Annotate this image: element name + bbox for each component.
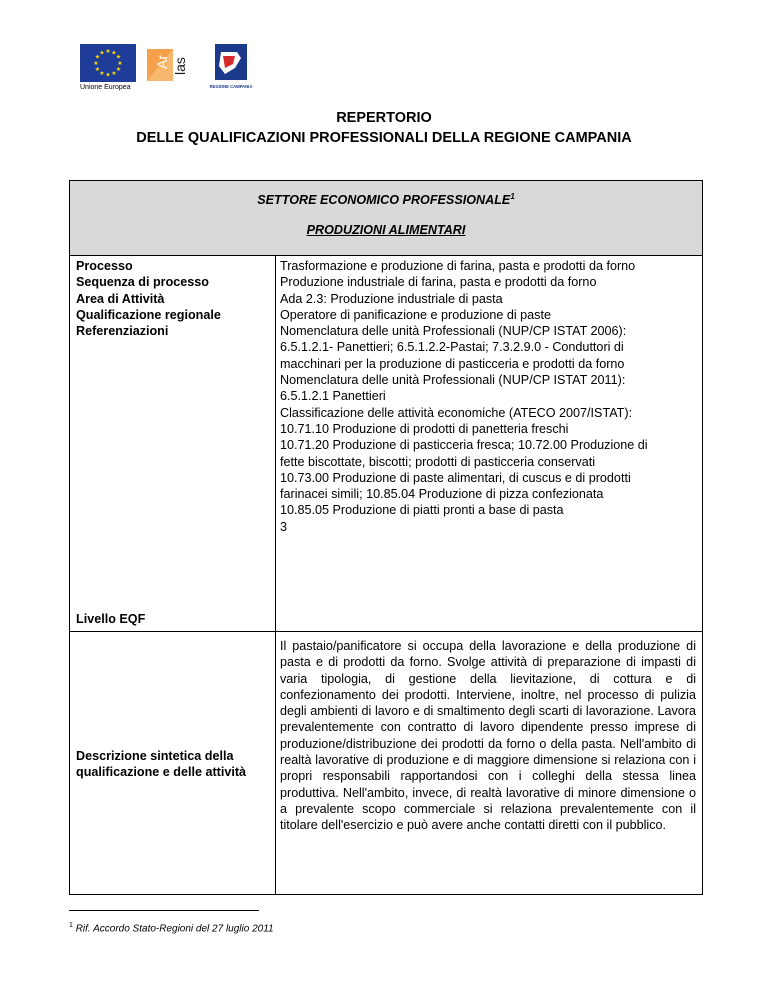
label-sequenza: Sequenza di processo	[76, 275, 209, 290]
svg-text:★: ★	[105, 71, 111, 79]
sector-header	[70, 181, 702, 256]
referenziazioni-list	[280, 323, 696, 519]
svg-text:★: ★	[111, 70, 117, 77]
svg-text:★: ★	[105, 48, 111, 55]
value-processo: Trasformazione e produzione di farina, pasta e prodotti da forno	[280, 259, 636, 273]
footnote-mark: 1	[69, 922, 73, 929]
details-labels	[70, 256, 276, 631]
svg-text:★: ★	[94, 53, 101, 61]
eu-caption: Unione Europea	[80, 84, 131, 91]
ref-line: macchinari per la produzione di pasticceria e prodotti da forno	[280, 356, 625, 371]
logo-bar	[80, 44, 280, 89]
svg-text:★: ★	[111, 49, 117, 57]
value-area: Ada 2.3: Produzione industriale di pasta	[280, 291, 503, 306]
svg-text:★: ★	[115, 66, 122, 73]
svg-text:★: ★	[99, 49, 105, 57]
ref-line: Nomenclatura delle unità Professionali (NUP/CP ISTAT 2006):	[280, 324, 627, 339]
svg-text:★: ★	[94, 66, 101, 73]
svg-text:★: ★	[117, 60, 123, 67]
ref-line: fette biscottate, biscotti; prodotti di pasticceria conservati	[280, 454, 595, 469]
label-processo: Processo	[76, 259, 133, 273]
eu-stars-icon	[80, 44, 136, 82]
footnote-text: Rif. Accordo Stato-Regioni del 27 luglio 2011	[75, 923, 274, 935]
svg-text:★: ★	[99, 70, 105, 77]
details-values	[276, 256, 702, 631]
document-title: REPERTORIO	[336, 110, 432, 126]
ref-line: 10.71.20 Produzione di pasticceria fresca; 10.72.00 Produzione di	[280, 438, 648, 453]
details-row	[70, 256, 702, 632]
regione-campania-logo	[207, 44, 255, 92]
svg-text:Ar: Ar	[154, 55, 170, 69]
svg-text:★: ★	[115, 53, 122, 61]
label-livello-eqf: Livello EQF	[76, 612, 146, 626]
ref-line: farinacei simili; 10.85.04 Produzione di pizza confezionata	[280, 487, 604, 502]
value-livello-eqf: 3	[280, 519, 288, 534]
qualification-table	[69, 180, 703, 895]
ref-line: Nomenclatura delle unità Professionali (NUP/CP ISTAT 2011):	[280, 373, 626, 388]
label-area: Area di Attività	[76, 291, 165, 306]
value-sequenza: Produzione industriale di farina, pasta e prodotti da forno	[280, 275, 597, 290]
footnote-separator	[69, 910, 259, 911]
label-qualificazione: Qualificazione regionale	[76, 307, 221, 322]
label-referenziazioni: Referenziazioni	[76, 324, 169, 339]
ref-line: 10.85.05 Produzione di piatti pronti a base di pasta	[280, 503, 564, 518]
arlas-logo	[147, 45, 191, 83]
ref-line: 10.71.10 Produzione di prodotti di panetteria freschi	[280, 421, 569, 436]
regione-caption: REGIONE CAMPANIA	[209, 84, 253, 89]
value-descrizione: Il pastaio/panificatore si occupa della lavorazione e della produzione di pasta e di prodotti da forno. Svolge attività di preparazione di impasti di varia tipologia, di gestione della lievitazione, di cottura e di confezionamento dei prodotti. Interviene, inoltre, nel processo di pulizia degli ambienti di lavoro e di smaltimento degli scarti di lavorazione. Lavora prevalentemente con contratto di lavoro dipendente presso imprese di produzione/distribuzione dei prodotti da forno o della pasta. Nell'ambito di realtà lavorative di produzione e di maggiore dimensione si relaziona con i propri responsabili rapportandosi con i colleghi della stessa linea produttiva. Nell'ambito, invece, di realtà lavorative di minore dimensione o a prevalente scopo commerciale si relaziona prevalentemente con il titolare dell'esercizio e può avere anche contatti diretti con il pubblico.	[280, 639, 696, 833]
footnote	[69, 922, 274, 934]
document-subtitle: DELLE QUALIFICAZIONI PROFESSIONALI DELLA REGIONE CAMPANIA	[136, 130, 632, 146]
ref-line: Classificazione delle attività economiche (ATECO 2007/ISTAT):	[280, 405, 633, 420]
footnote-ref: 1	[510, 192, 515, 201]
ref-line: 6.5.1.2.1- Panettieri; 6.5.1.2.2-Pastai; 7.3.2.9.0 - Conduttori di	[280, 340, 624, 355]
value-qualificazione: Operatore di panificazione e produzione di paste	[280, 307, 551, 322]
sector-label: SETTORE ECONOMICO PROFESSIONALE$^1$	[257, 192, 515, 208]
sector-value: PRODUZIONI ALIMENTARI	[306, 223, 466, 237]
ref-line: 10.73.00 Produzione di paste alimentari, di cuscus e di prodotti	[280, 470, 631, 485]
eu-flag-logo	[80, 44, 136, 82]
svg-text:las: las	[172, 57, 188, 75]
svg-text:★: ★	[93, 60, 99, 67]
description-row	[70, 632, 702, 894]
label-descrizione: Descrizione sintetica della qualificazione e delle attività	[70, 632, 276, 894]
ref-line: 6.5.1.2.1 Panettieri	[280, 389, 386, 404]
